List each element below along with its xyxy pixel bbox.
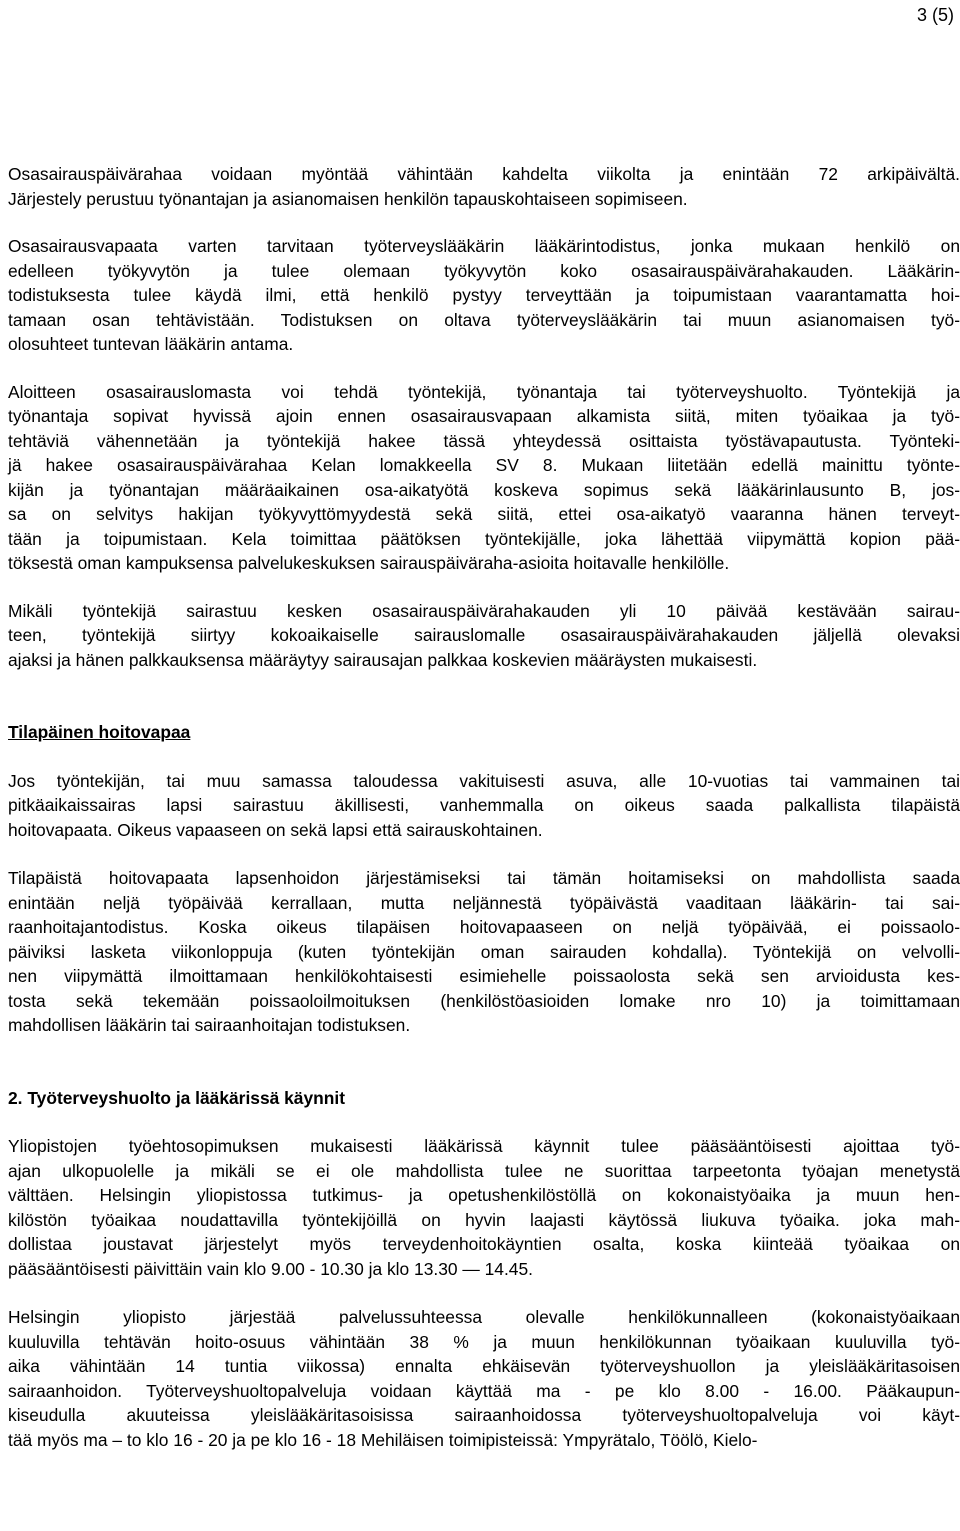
- text-line: todistuksesta tulee käydä ilmi, että henkilö pystyy terveyttään ja toipumistaan vaarantamatta hoi-: [8, 285, 960, 305]
- text-line: teen, työntekijä siirtyy kokoaikaiselle sairauslomalle osasairauspäivärahakauden jäljellä olevaksi: [8, 625, 960, 645]
- paragraph: [8, 380, 960, 576]
- text-line: Helsingin yliopisto järjestää palvelussuhteessa olevalle henkilökunnalleen (kokonaistyöaikaan: [8, 1307, 960, 1327]
- text-line: hoitovapaata. Oikeus vapaaseen on sekä lapsi että sairauskohtainen.: [8, 819, 543, 840]
- text-line: enintään neljä työpäivää kerrallaan, mutta neljännestä työpäivästä vaaditaan lääkärin- tai sai-: [8, 892, 960, 913]
- page-number: 3 (5): [916, 5, 954, 25]
- text-line: pääsääntöisesti päivittäin vain klo 9.00 - 10.30 ja klo 13.30 — 14.45.: [8, 1258, 533, 1279]
- text-line: Yliopistojen työehtosopimuksen mukaisesti lääkärissä käynnit tulee pääsääntöisesti ajoittaa työ-: [8, 1136, 960, 1156]
- text-line: kiseudulla akuuteissa yleislääkäritasoisissa sairaanhoidossa työterveyshuoltopalveluja voi käyt-: [8, 1405, 960, 1425]
- text-line: päiviksi lasketa viikonloppuja (kuten työntekijän oman sairauden kohdalla). Työntekijä on velvolli-: [8, 941, 960, 962]
- text-line: Jos työntekijän, tai muu samassa taloudessa vakituisesti asuva, alle 10-vuotias tai vammainen tai: [8, 770, 960, 791]
- text-line: Tilapäistä hoitovapaata lapsenhoidon järjestämiseksi tai tämän hoitamiseksi on mahdollista saada: [8, 868, 960, 888]
- text-line: sa on selvitys hakijan työkyvyttömyydestä sekä siitä, ettei osa-aikatyö vaaranna hänen terveyt-: [8, 504, 960, 524]
- text-line: Järjestely perustuu työnantajan ja asianomaisen henkilön tapauskohtaiseen sopimiseen.: [8, 188, 688, 209]
- paragraph: [8, 769, 960, 843]
- document-body: [8, 162, 960, 1452]
- text-line: tosta sekä tekemään poissaoloilmoituksen (henkilöstöasioiden lomake nro 10) ja toimittamaan: [8, 990, 960, 1011]
- text-line: Osasairausvapaata varten tarvitaan työterveyslääkärin lääkärintodistus, jonka mukaan henkilö on: [8, 236, 960, 256]
- text-line: sairaanhoidon. Työterveyshuoltopalveluja voidaan käyttää ma - pe klo 8.00 - 16.00. Pääkaupun-: [8, 1380, 960, 1401]
- text-line: Osasairauspäivärahaa voidaan myöntää vähintään kahdelta viikolta ja enintään 72 arkipäivältä.: [8, 164, 960, 184]
- text-line: kijän ja työnantajan määräaikainen osa-aikatyötä koskeva sopimus sekä lääkärinlausunto B, jos-: [8, 479, 960, 500]
- text-line: aika vähintään 14 tuntia viikossa) ennalta ehkäisevän työterveyshuollon ja yleislääkäritasoisen: [8, 1356, 960, 1376]
- paragraph: [8, 162, 960, 211]
- paragraph: [8, 1134, 960, 1281]
- paragraph: [8, 1305, 960, 1452]
- text-line: Mikäli työntekijä sairastuu kesken osasairauspäivärahakauden yli 10 päivää kestävään sairau-: [8, 600, 960, 621]
- text-line: jä hakee osasairauspäivärahaa Kelan lomakkeella SV 8. Mukaan liitetään edellä mainittu työnte-: [8, 455, 960, 475]
- section-heading: Tilapäinen hoitovapaa: [8, 722, 191, 742]
- text-line: tään ja toipumistaan. Kela toimittaa päätöksen työntekijälle, joka lähettää viipymättä kopion pää-: [8, 528, 960, 549]
- text-line: raanhoitajantodistus. Koska oikeus tilapäisen hoitovapaaseen on neljä työpäivää, ei poissaolo-: [8, 917, 960, 937]
- text-line: välttäen. Helsingin yliopistossa tutkimus- ja opetushenkilöstöllä on kokonaistyöaika ja muun hen-: [8, 1185, 960, 1205]
- text-line: tää myös ma – to klo 16 - 20 ja pe klo 16 - 18 Mehiläisen toimipisteissä: Ympyrätalo, Töölö, Kielo-: [8, 1429, 758, 1450]
- paragraph: [8, 866, 960, 1038]
- text-line: ajaksi ja hänen palkkauksensa määräytyy sairausajan palkkaa koskevien määräysten mukaisesti.: [8, 649, 758, 670]
- text-line: töksestä oman kampuksensa palvelukeskuksen sairauspäiväraha-asioita hoitavalle henkilölle.: [8, 553, 730, 573]
- text-line: olosuhteet tuntevan lääkärin antama.: [8, 334, 294, 354]
- text-line: edelleen työkyvytön ja tulee olemaan työkyvytön koko osasairauspäivärahakauden. Lääkärin-: [8, 260, 960, 281]
- text-line: dollistaa joustavat järjestelyt myös terveydenhoitokäyntien osalta, koska kiinteää työaikaa on: [8, 1234, 960, 1254]
- section-heading: 2. Työterveyshuolto ja lääkärissä käynnit: [8, 1087, 346, 1108]
- text-line: mahdollisen lääkärin tai sairaanhoitajan todistuksen.: [8, 1015, 411, 1035]
- text-line: kuuluvilla tehtävän hoito-osuus vähintään 38 % ja muun henkilökunnan työaikaan kuuluvilla työ-: [8, 1331, 960, 1352]
- text-line: tehtäviä vähennetään ja työntekijä hakee tässä yhteydessä osittaista työstävapautusta. Työnteki-: [8, 430, 960, 451]
- paragraph: [8, 599, 960, 673]
- text-line: tamaan osan tehtävistään. Todistuksen on oltava työterveyslääkärin tai muun asianomaisen työ-: [8, 309, 960, 330]
- paragraph: [8, 234, 960, 357]
- text-line: nen viipymättä ilmoittamaan henkilökohtaisesti esimiehelle poissaolosta sekä sen arvioidusta kes-: [8, 966, 960, 986]
- text-line: pitkäaikaissairas lapsi sairastuu äkillisesti, vanhemmalla on oikeus saada palkallista tilapäistä: [8, 795, 960, 815]
- text-line: Aloitteen osasairauslomasta voi tehdä työntekijä, työnantaja tai työterveyshuolto. Työntekijä ja: [8, 381, 960, 402]
- text-line: kilöstön työaikaa noudattavilla työntekijöillä on hyvin laajasti käytössä liukuva työaika. joka mah-: [8, 1209, 960, 1230]
- text-line: ajan ulkopuolelle ja mikäli se ei ole mahdollista tulee ne suorittaa tarpeetonta työajan menetystä: [8, 1160, 960, 1181]
- text-line: työnantaja sopivat hyvissä ajoin ennen osasairausvapaan alkamista siitä, miten työaikaa ja työ-: [8, 406, 960, 426]
